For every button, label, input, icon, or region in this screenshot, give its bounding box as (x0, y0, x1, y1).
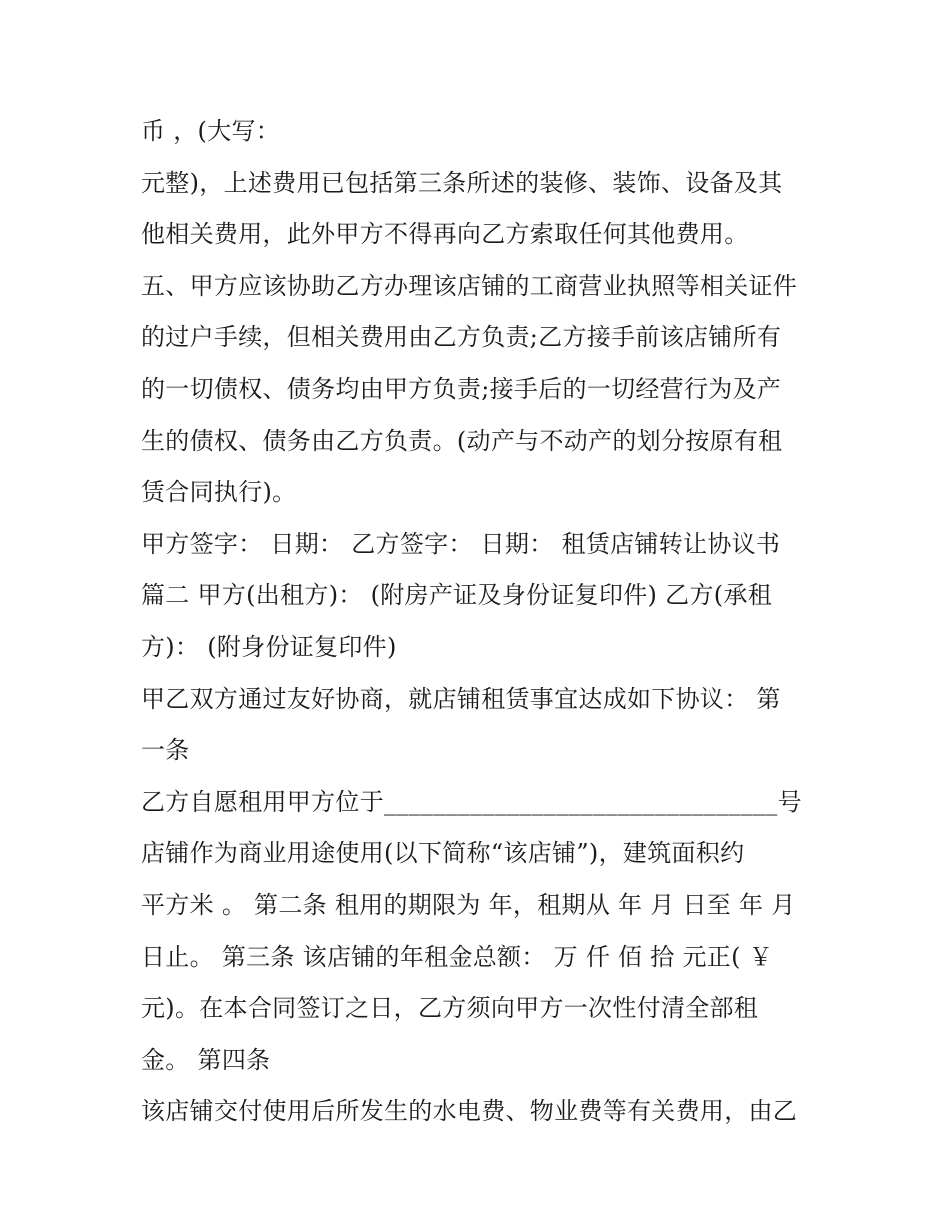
text-line: 平方米 。 第二条 租用的期限为 年，租期从 年 月 日至 年 月 (141, 890, 796, 919)
text-line: 五、甲方应该协助乙方办理该店铺的工商营业执照等相关证件 (141, 271, 798, 300)
text-line: 一条 (141, 736, 190, 765)
text-line: 甲方签字： 日期： 乙方签字： 日期： 租赁店铺转让协议书 (141, 529, 781, 558)
text-line: 金。 第四条 (141, 1045, 271, 1074)
text-line: 生的债权、债务由乙方负责。(动产与不动产的划分按原有租 (141, 426, 783, 455)
text-line: 甲乙双方通过友好协商，就店铺租赁事宜达成如下协议： 第 (141, 684, 781, 713)
text-line: 该店铺交付使用后所发生的水电费、物业费等有关费用，由乙 (141, 1097, 798, 1126)
text-line: 币 ，(大写： (141, 117, 281, 145)
text-line: 方)： (附身份证复印件) (141, 632, 397, 661)
text-line: 乙方自愿租用甲方位于________________________________号 (141, 787, 802, 816)
document-body (141, 108, 821, 1140)
text-line: 元整)，上述费用已包括第三条所述的装修、装饰、设备及其 (141, 168, 783, 197)
text-line: 元)。在本合同签订之日，乙方须向甲方一次性付清全部租 (141, 994, 759, 1023)
text-line: 的一切债权、债务均由甲方负责;接手后的一切经营行为及产 (141, 374, 782, 403)
text-line: 篇二 甲方(出租方)： (附房产证及身份证复印件) 乙方(承租 (141, 581, 773, 610)
text-line: 的过户手续，但相关费用由乙方负责;乙方接手前该店铺所有 (141, 323, 782, 352)
text-line: 赁合同执行)。 (141, 478, 297, 507)
text-line: 店铺作为商业用途使用(以下简称“该店铺”)，建筑面积约 (141, 839, 745, 868)
text-line: 日止。 第三条 该店铺的年租金总额： 万 仟 佰 拾 元正( ￥ (141, 942, 773, 971)
text-line: 他相关费用，此外甲方不得再向乙方索取任何其他费用。 (141, 220, 749, 249)
